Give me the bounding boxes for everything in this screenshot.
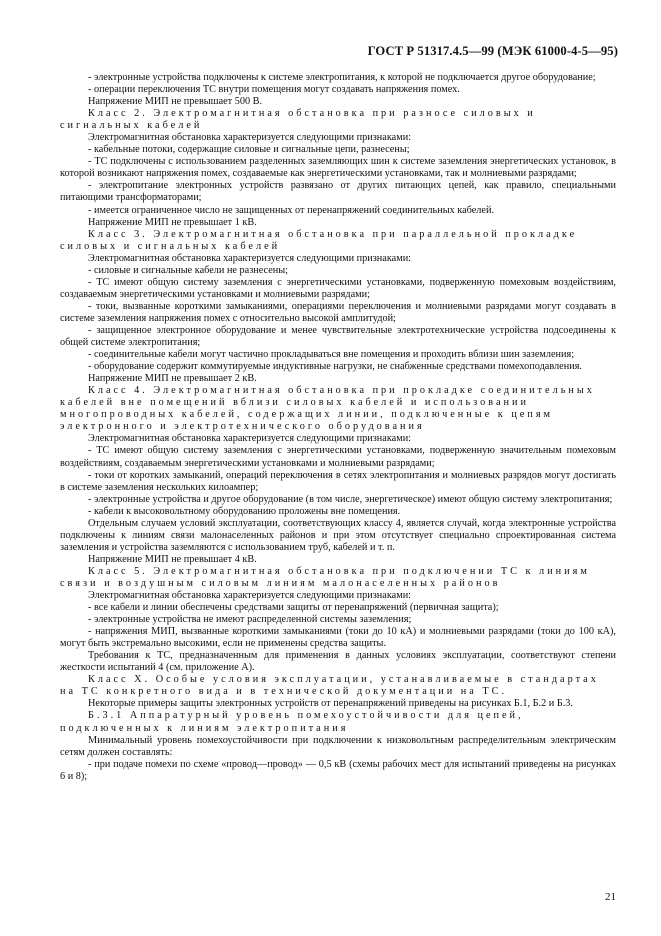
paragraph: - силовые и сигнальные кабели не разнесены; <box>88 264 288 276</box>
section-heading: Б.3.1 Аппаратурный уровень помехоустойчивости для цепей, подключенных к линиям электропитания <box>60 710 524 734</box>
paragraph: - электропитание электронных устройств развязано от других питающих цепей, как правило, специальными питающими трансформаторами; <box>60 180 616 204</box>
paragraph: Минимальный уровень помехоустойчивости при подключении к низковольтным распределительным электрическим сетям должен составлять: <box>60 734 616 758</box>
section-heading: Класс X. Особые условия эксплуатации, устанавливаемые в стандартах на ТС конкретного вида и в технической документации на ТС. <box>60 674 599 698</box>
paragraph: - соединительные кабели могут частично прокладываться вне помещения и проходить вблизи шин заземления; <box>88 349 575 361</box>
paragraph: Электромагнитная обстановка характеризуется следующими признаками: <box>88 252 412 264</box>
paragraph: - все кабели и линии обеспечены средствами защиты от перенапряжений (первичная защита); <box>88 602 499 614</box>
paragraph: Электромагнитная обстановка характеризуется следующими признаками: <box>88 433 412 445</box>
paragraph: Напряжение МИП не превышает 4 кВ. <box>88 553 257 565</box>
paragraph: - при подаче помехи по схеме «провод—провод» — 0,5 кВ (схемы рабочих мест для испытаний приведены на рисунках 6 и 8); <box>60 758 616 782</box>
paragraph: - операции переключения ТС внутри помещения могут создавать напряжения помех. <box>88 84 460 96</box>
paragraph: - кабели к высоковольтному оборудованию проложены вне помещения. <box>88 505 401 517</box>
paragraph: Электромагнитная обстановка характеризуется следующими признаками: <box>88 590 412 602</box>
paragraph: Некоторые примеры защиты электронных устройств от перенапряжений приведены на рисунках Б.1, Б.2 и Б.3. <box>88 698 573 710</box>
paragraph: - электронные устройства подключены к системе электропитания, к которой не подключается другое оборудование; <box>88 72 596 83</box>
paragraph: - кабельные потоки, содержащие силовые и сигнальные цепи, разнесены; <box>88 144 410 156</box>
paragraph: - защищенное электронное оборудование и менее чувствительные электротехнические устройства подсоединены к общей системе электропитания; <box>60 324 616 349</box>
paragraph: - электронные устройства и другое оборудование (в том числе, энергетическое) имеют общую систему электропитания; <box>88 493 613 505</box>
paragraph: Электромагнитная обстановка характеризуется следующими признаками: <box>88 132 412 144</box>
document-body <box>60 72 616 783</box>
page-number: 21 <box>605 891 616 903</box>
paragraph: - напряжения МИП, вызванные короткими замыканиями (токи до 10 кА) и молниевыми разрядами (токи до 100 кА), могут быть экстремально высокими, если не применены средства защиты. <box>60 626 616 650</box>
paragraph: - токи, вызванные короткими замыканиями, операциями переключения и молниевыми разрядами могут создавать в системе заземления напряжения помех с относительно высокой амплитудой; <box>60 300 616 324</box>
document-header: ГОСТ Р 51317.4.5—99 (МЭК 61000-4-5—95) <box>367 44 618 58</box>
paragraph: - имеется ограниченное число не защищенных от перенапряжений соединительных кабелей. <box>88 204 495 216</box>
paragraph: Напряжение МИП не превышает 2 кВ. <box>88 373 257 385</box>
paragraph: Требования к ТС, предназначенным для применения в данных условиях эксплуатации, соответствуют степени жесткости испытаний 4 (см. приложение А). <box>60 650 616 674</box>
paragraph: - ТС имеют общую систему заземления с энергетическими установками, подверженную значительным помеховым воздействиям, создаваемым энергетическими установками и молниевыми разрядами; <box>60 445 616 469</box>
paragraph: Отдельным случаем условий эксплуатации, соответствующих классу 4, является случай, когда электронные устройства подключены к линиям связи малонаселенных районов и при этом отсутствует специально спроектированная система заземления и устройства заземляются с использованием труб, кабелей и т. п. <box>60 517 616 553</box>
paragraph: Напряжение МИП не превышает 500 В. <box>88 96 263 108</box>
section-heading: Класс 5. Электромагнитная обстановка при подключении ТС к линиям связи и воздушным силовым линиям малонаселенных районов <box>60 565 590 589</box>
section-heading: Класс 2. Электромагнитная обстановка при разносе силовых и сигнальных кабелей <box>60 108 536 132</box>
section-heading: Класс 3. Электромагнитная обстановка при параллельной прокладке силовых и сигнальных кабелей <box>60 228 578 252</box>
paragraph: - токи от коротких замыканий, операций переключения в сетях электропитания и молниевых разрядов могут достигать в системе заземления нескольких килоампер; <box>60 469 616 493</box>
section-heading: Класс 4. Электромагнитная обстановка при прокладке соединительных кабелей вне помещений вблизи силовых кабелей и использовании многопроводных кабелей, содержащих линии, подключенные к цепям электронного и электротехнического оборудования <box>60 385 595 433</box>
paragraph: Напряжение МИП не превышает 1 кВ. <box>88 216 257 228</box>
paragraph: - ТС подключены с использованием разделенных заземляющих шин к системе заземления энергетических установок, в которой возникают напряжения помех, создаваемые как энергетическими установками, так и молниевыми разрядами; <box>60 156 616 180</box>
paragraph: - электронные устройства не имеют распределенной системы заземления; <box>88 614 412 626</box>
paragraph: - оборудование содержит коммутируемые индуктивные нагрузки, не снабженные средствами помехоподавления. <box>88 361 582 373</box>
paragraph: - ТС имеют общую систему заземления с энергетическими установками, подверженную помеховым воздействиям, создаваемым энергетическими установками и молниевыми разрядами; <box>60 276 616 300</box>
